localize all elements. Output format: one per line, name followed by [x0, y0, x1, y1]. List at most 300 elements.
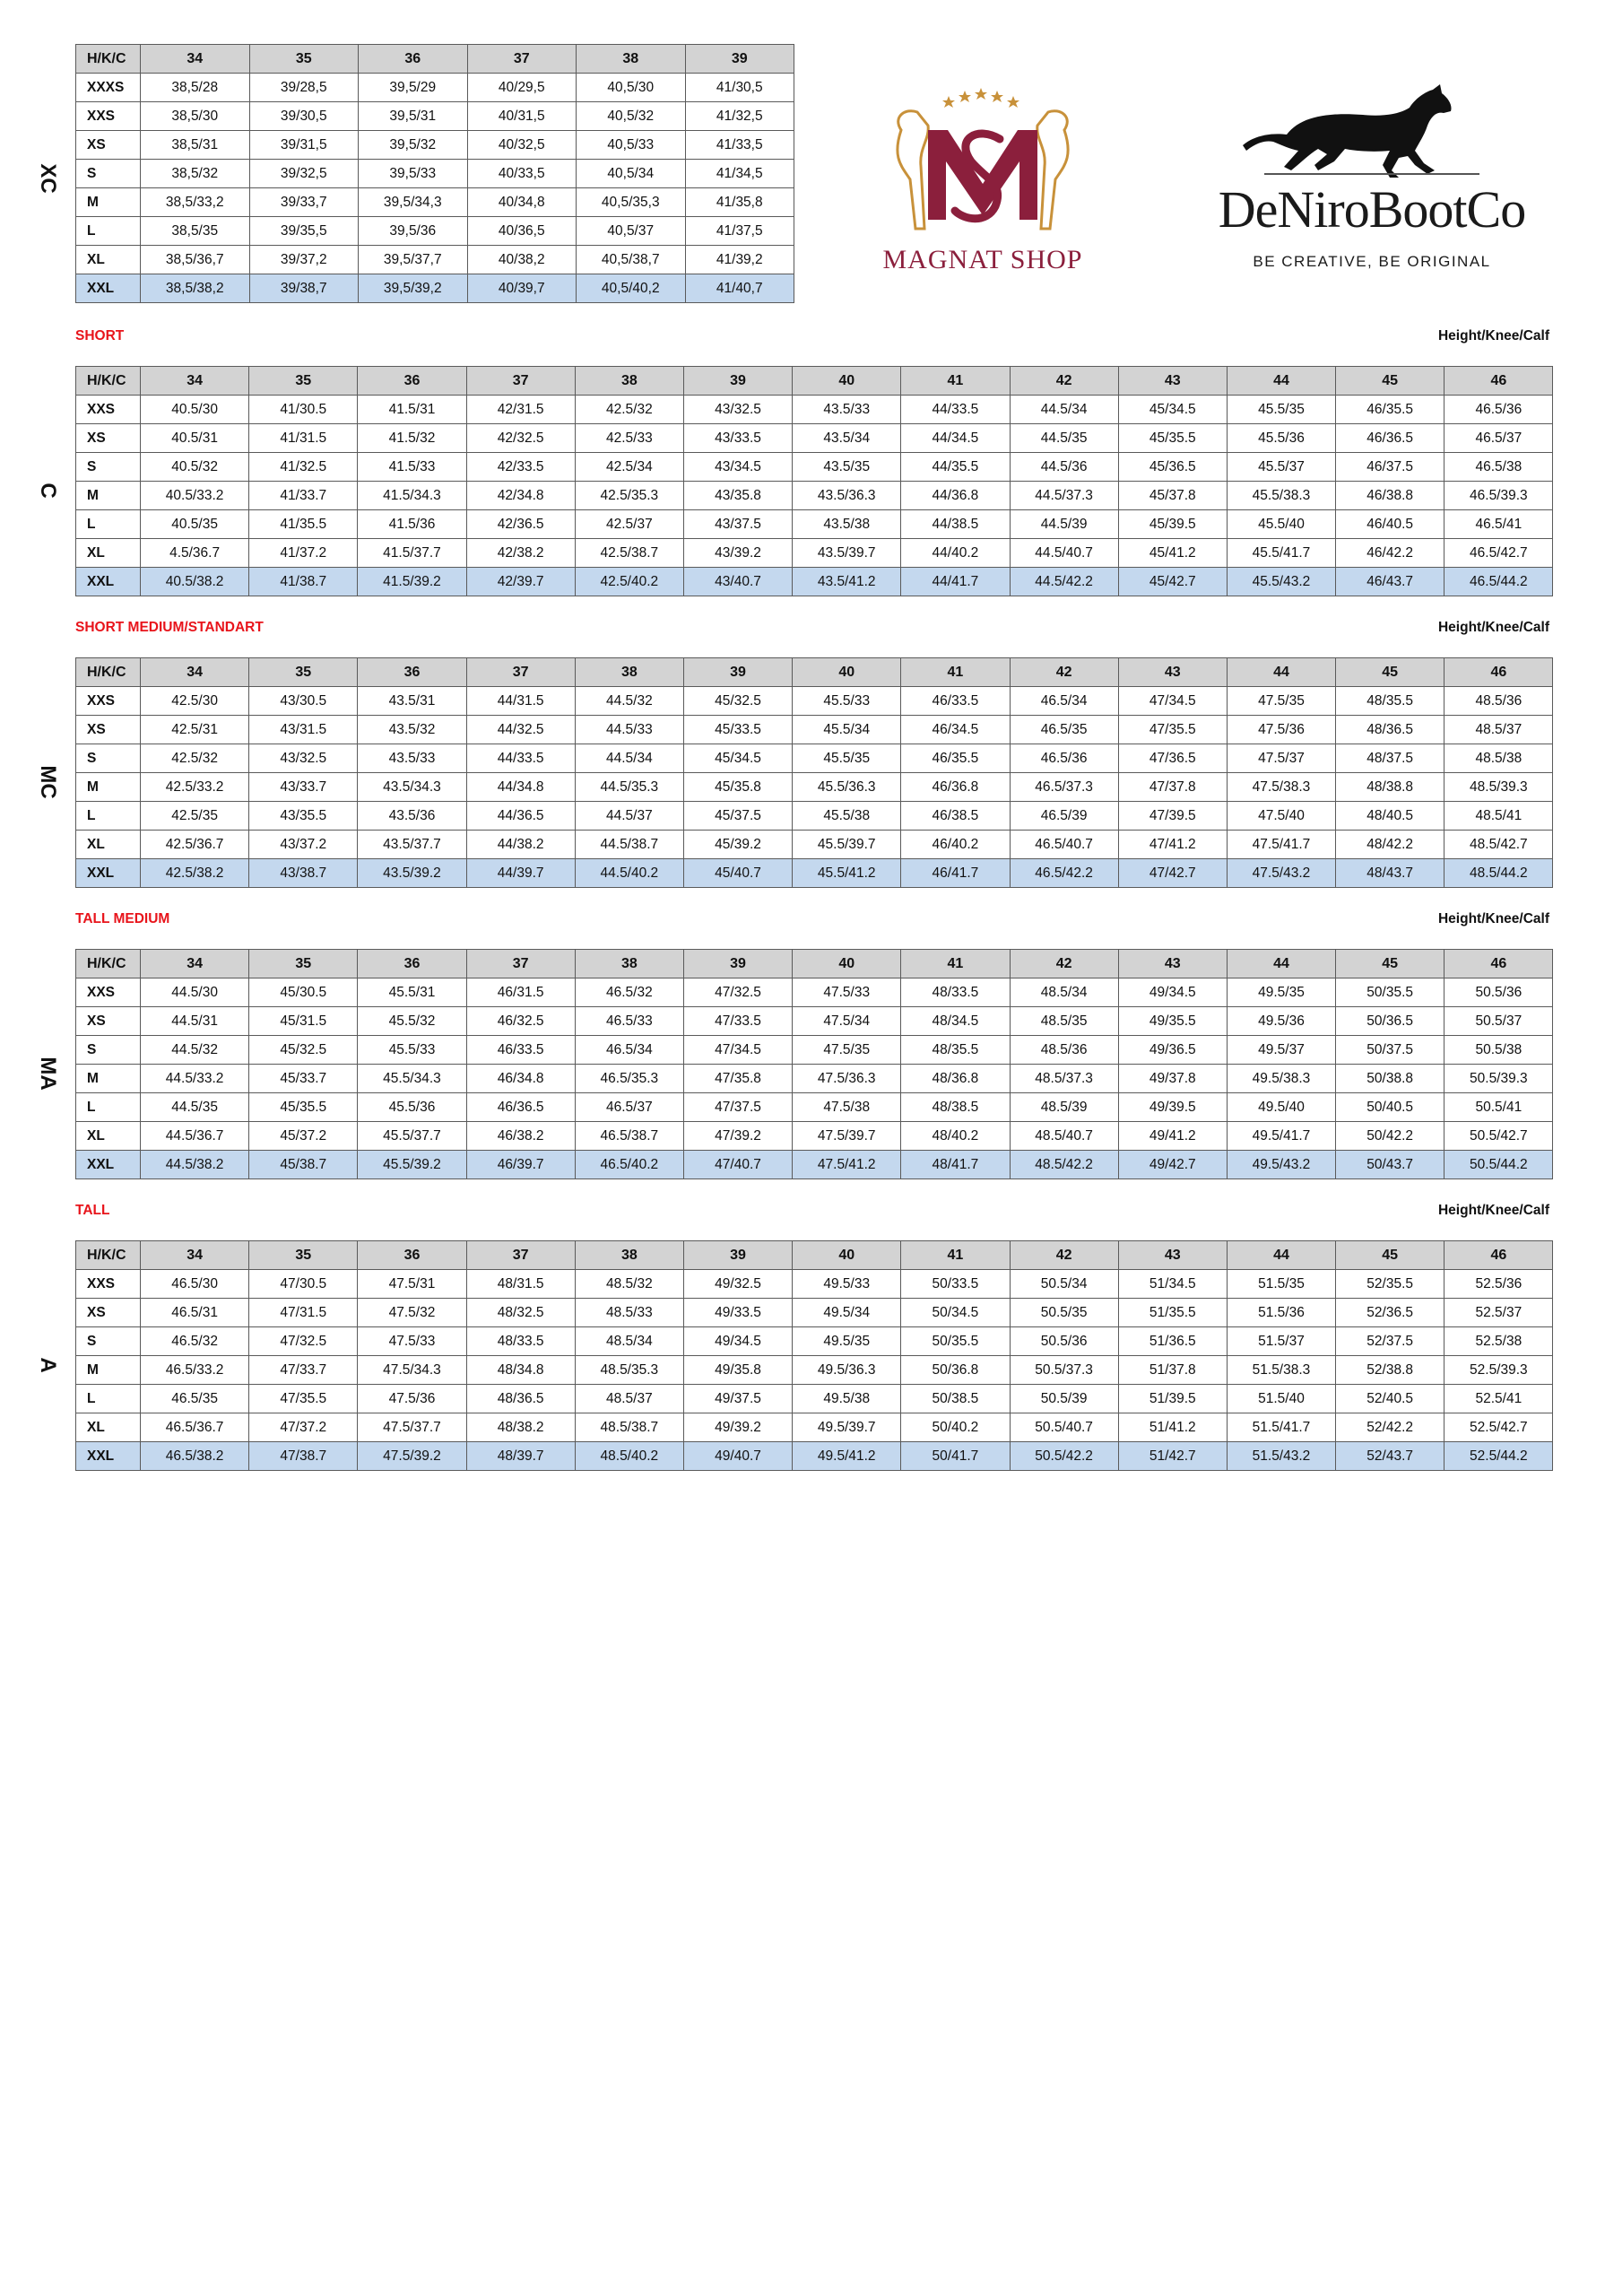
- table-cell: 47/33.7: [249, 1356, 358, 1385]
- size-header: 38: [575, 367, 683, 396]
- row-label: XS: [76, 1007, 141, 1036]
- table-cell: 47.5/34.3: [358, 1356, 466, 1385]
- table-cell: 42/33.5: [466, 453, 575, 482]
- size-header: 44: [1227, 658, 1335, 687]
- deniro-name: DeNiroBootCo: [1218, 180, 1526, 239]
- row-label: L: [76, 217, 141, 246]
- table-cell: 47/37.8: [1118, 773, 1227, 802]
- table-row: [76, 1122, 1553, 1151]
- table-cell: 50.5/39.3: [1444, 1065, 1553, 1093]
- table-cell: 43/38.7: [249, 859, 358, 888]
- table-cell: 51/36.5: [1118, 1327, 1227, 1356]
- table-cell: 45/35.8: [683, 773, 792, 802]
- table-cell: 48/37.5: [1336, 744, 1444, 773]
- table-cell: 46/41.7: [901, 859, 1010, 888]
- size-table: [75, 366, 1553, 596]
- row-label: XS: [76, 716, 141, 744]
- table-cell: 46.5/30: [141, 1270, 249, 1299]
- table-cell: 50.5/34: [1010, 1270, 1118, 1299]
- table-row: [76, 1385, 1553, 1413]
- table-cell: 52/42.2: [1336, 1413, 1444, 1442]
- table-cell: 50/35.5: [1336, 978, 1444, 1007]
- size-header: 41: [901, 950, 1010, 978]
- row-label: XXL: [76, 1151, 141, 1179]
- table-cell: 47.5/39.7: [793, 1122, 901, 1151]
- size-header: 36: [358, 1241, 466, 1270]
- table-cell: 46.5/36.7: [141, 1413, 249, 1442]
- table-cell: 43/37.2: [249, 831, 358, 859]
- table-row: [76, 510, 1553, 539]
- table-row: [76, 859, 1553, 888]
- table-cell: 44/34.8: [466, 773, 575, 802]
- table-cell: 45/34.5: [1118, 396, 1227, 424]
- table-cell: 41/38.7: [249, 568, 358, 596]
- table-cell: 39/38,7: [249, 274, 359, 303]
- table-row: [76, 1270, 1553, 1299]
- table-row: [76, 1151, 1553, 1179]
- row-label: S: [76, 1327, 141, 1356]
- table-cell: 44.5/40.7: [1010, 539, 1118, 568]
- table-cell: 41/35.5: [249, 510, 358, 539]
- row-label: XS: [76, 1299, 141, 1327]
- table-cell: 48.5/40.7: [1010, 1122, 1118, 1151]
- table-cell: 44.5/36.7: [141, 1122, 249, 1151]
- table-cell: 40.5/35: [141, 510, 249, 539]
- row-label: XL: [76, 1122, 141, 1151]
- size-header: 39: [683, 1241, 792, 1270]
- table-cell: 46/31.5: [466, 978, 575, 1007]
- header-corner: H/K/C: [76, 1241, 141, 1270]
- deniro-divider: [1264, 173, 1479, 175]
- table-cell: 47.5/41.7: [1227, 831, 1335, 859]
- size-table: [75, 1240, 1553, 1471]
- table-cell: 38,5/30: [141, 102, 250, 131]
- table-cell: 48.5/41: [1444, 802, 1553, 831]
- table-cell: 49.5/39.7: [793, 1413, 901, 1442]
- table-cell: 45/32.5: [249, 1036, 358, 1065]
- table-cell: 48.5/42.7: [1444, 831, 1553, 859]
- table-cell: 46/37.5: [1336, 453, 1444, 482]
- table-cell: 46.5/37: [1444, 424, 1553, 453]
- table-cell: 50.5/39: [1010, 1385, 1118, 1413]
- table-cell: 48.5/35.3: [575, 1356, 683, 1385]
- table-cell: 50/36.5: [1336, 1007, 1444, 1036]
- table-cell: 45/35.5: [1118, 424, 1227, 453]
- table-cell: 49.5/43.2: [1227, 1151, 1335, 1179]
- table-cell: 48/38.2: [466, 1413, 575, 1442]
- size-header: 42: [1010, 367, 1118, 396]
- section-title: TALL MEDIUM: [75, 911, 170, 926]
- size-header: 43: [1118, 950, 1227, 978]
- table-cell: 42.5/40.2: [575, 568, 683, 596]
- table-cell: 49.5/41.2: [793, 1442, 901, 1471]
- table-cell: 40,5/33: [577, 131, 686, 160]
- section-right-label: Height/Knee/Calf: [1437, 911, 1549, 926]
- table-cell: 46.5/35.3: [575, 1065, 683, 1093]
- table-cell: 41/33,5: [685, 131, 794, 160]
- table-cell: 48.5/40.2: [575, 1442, 683, 1471]
- table-cell: 48.5/42.2: [1010, 1151, 1118, 1179]
- table-cell: 47.5/39.2: [358, 1442, 466, 1471]
- table-cell: 49/37.5: [683, 1385, 792, 1413]
- table-cell: 43.5/34: [793, 424, 901, 453]
- table-cell: 49/35.5: [1118, 1007, 1227, 1036]
- table-cell: 48.5/36: [1444, 687, 1553, 716]
- table-cell: 43.5/37.7: [358, 831, 466, 859]
- table-cell: 40,5/30: [577, 74, 686, 102]
- table-cell: 47/39.5: [1118, 802, 1227, 831]
- size-header: 43: [1118, 1241, 1227, 1270]
- table-cell: 43/31.5: [249, 716, 358, 744]
- table-cell: 50/40.5: [1336, 1093, 1444, 1122]
- table-cell: 39/31,5: [249, 131, 359, 160]
- table-cell: 39,5/31: [359, 102, 468, 131]
- table-cell: 49.5/41.7: [1227, 1122, 1335, 1151]
- table-cell: 47/37.5: [683, 1093, 792, 1122]
- table-cell: 40,5/32: [577, 102, 686, 131]
- table-cell: 52/36.5: [1336, 1299, 1444, 1327]
- horse-icon: [1184, 81, 1560, 179]
- table-cell: 44/39.7: [466, 859, 575, 888]
- table-cell: 48.5/35: [1010, 1007, 1118, 1036]
- table-cell: 45/39.2: [683, 831, 792, 859]
- table-cell: 52/40.5: [1336, 1385, 1444, 1413]
- table-cell: 48/33.5: [901, 978, 1010, 1007]
- table-cell: 46/33.5: [466, 1036, 575, 1065]
- table-cell: 46.5/31: [141, 1299, 249, 1327]
- table-cell: 45.5/39.2: [358, 1151, 466, 1179]
- table-cell: 47/33.5: [683, 1007, 792, 1036]
- table-cell: 42.5/38.2: [141, 859, 249, 888]
- table-cell: 46.5/34: [1010, 687, 1118, 716]
- table-cell: 51/42.7: [1118, 1442, 1227, 1471]
- table-cell: 50.5/40.7: [1010, 1413, 1118, 1442]
- table-cell: 38,5/31: [141, 131, 250, 160]
- table-cell: 39/37,2: [249, 246, 359, 274]
- size-header: 37: [466, 950, 575, 978]
- table-cell: 49.5/35: [793, 1327, 901, 1356]
- table-cell: 40.5/33.2: [141, 482, 249, 510]
- table-cell: 41.5/34.3: [358, 482, 466, 510]
- table-row: [76, 802, 1553, 831]
- table-cell: 48/36.8: [901, 1065, 1010, 1093]
- table-cell: 45/38.7: [249, 1151, 358, 1179]
- size-header: 45: [1336, 950, 1444, 978]
- table-cell: 41/32,5: [685, 102, 794, 131]
- table-cell: 46/43.7: [1336, 568, 1444, 596]
- table-cell: 39,5/29: [359, 74, 468, 102]
- size-header: 43: [1118, 658, 1227, 687]
- table-cell: 42/39.7: [466, 568, 575, 596]
- table-row: [76, 424, 1553, 453]
- table-cell: 39,5/37,7: [359, 246, 468, 274]
- table-row: [76, 1065, 1553, 1093]
- table-cell: 45.5/32: [358, 1007, 466, 1036]
- table-cell: 49/39.2: [683, 1413, 792, 1442]
- table-cell: 48/41.7: [901, 1151, 1010, 1179]
- table-cell: 44/35.5: [901, 453, 1010, 482]
- table-cell: 46.5/33.2: [141, 1356, 249, 1385]
- size-header: 38: [575, 950, 683, 978]
- table-cell: 44.5/36: [1010, 453, 1118, 482]
- header-corner: H/K/C: [76, 45, 141, 74]
- table-cell: 49/42.7: [1118, 1151, 1227, 1179]
- table-cell: 50.5/41: [1444, 1093, 1553, 1122]
- table-cell: 40/34,8: [467, 188, 577, 217]
- table-cell: 45.5/43.2: [1227, 568, 1335, 596]
- table-cell: 45.5/33: [793, 687, 901, 716]
- size-header: 36: [358, 658, 466, 687]
- side-label: C: [36, 483, 60, 499]
- row-label: XL: [76, 1413, 141, 1442]
- table-cell: 45.5/35: [1227, 396, 1335, 424]
- size-header: 37: [466, 367, 575, 396]
- table-cell: 46.5/38.2: [141, 1442, 249, 1471]
- table-cell: 48.5/33: [575, 1299, 683, 1327]
- table-cell: 47.5/35: [1227, 687, 1335, 716]
- size-header: 37: [467, 45, 577, 74]
- size-header: 35: [249, 658, 358, 687]
- table-cell: 52.5/42.7: [1444, 1413, 1553, 1442]
- table-cell: 42/38.2: [466, 539, 575, 568]
- size-header: 36: [358, 950, 466, 978]
- table-row: [76, 396, 1553, 424]
- table-cell: 46/40.5: [1336, 510, 1444, 539]
- row-label: XXS: [76, 396, 141, 424]
- table-row: [76, 1299, 1553, 1327]
- table-cell: 43.5/41.2: [793, 568, 901, 596]
- table-row: [76, 482, 1553, 510]
- table-cell: 49.5/36: [1227, 1007, 1335, 1036]
- table-cell: 43.5/35: [793, 453, 901, 482]
- table-cell: 45.5/36.3: [793, 773, 901, 802]
- table-cell: 51.5/38.3: [1227, 1356, 1335, 1385]
- size-header: 44: [1227, 1241, 1335, 1270]
- table-cell: 44.5/39: [1010, 510, 1118, 539]
- table-cell: 45/33.7: [249, 1065, 358, 1093]
- table-cell: 45/37.8: [1118, 482, 1227, 510]
- table-cell: 43/33.7: [249, 773, 358, 802]
- table-cell: 51/34.5: [1118, 1270, 1227, 1299]
- table-cell: 47/39.2: [683, 1122, 792, 1151]
- table-cell: 52/35.5: [1336, 1270, 1444, 1299]
- table-cell: 44.5/31: [141, 1007, 249, 1036]
- table-cell: 44.5/30: [141, 978, 249, 1007]
- table-cell: 50.5/35: [1010, 1299, 1118, 1327]
- table-cell: 47/41.2: [1118, 831, 1227, 859]
- table-cell: 38,5/32: [141, 160, 250, 188]
- table-cell: 44/33.5: [901, 396, 1010, 424]
- table-cell: 48/39.7: [466, 1442, 575, 1471]
- table-cell: 48.5/37.3: [1010, 1065, 1118, 1093]
- table-cell: 43/35.5: [249, 802, 358, 831]
- table-cell: 50.5/38: [1444, 1036, 1553, 1065]
- table-cell: 45/31.5: [249, 1007, 358, 1036]
- table-row: [76, 102, 794, 131]
- table-cell: 40.5/30: [141, 396, 249, 424]
- table-cell: 43/39.2: [683, 539, 792, 568]
- header-corner: H/K/C: [76, 950, 141, 978]
- size-header: 34: [141, 658, 249, 687]
- table-cell: 46/33.5: [901, 687, 1010, 716]
- table-row: [76, 217, 794, 246]
- table-cell: 50/38.8: [1336, 1065, 1444, 1093]
- table-cell: 43/34.5: [683, 453, 792, 482]
- size-header: 38: [577, 45, 686, 74]
- table-cell: 46.5/37.3: [1010, 773, 1118, 802]
- table-cell: 48/38.5: [901, 1093, 1010, 1122]
- header-corner: H/K/C: [76, 658, 141, 687]
- table-cell: 47.5/36.3: [793, 1065, 901, 1093]
- table-cell: 46.5/32: [575, 978, 683, 1007]
- table-cell: 39,5/39,2: [359, 274, 468, 303]
- table-cell: 47/30.5: [249, 1270, 358, 1299]
- table-cell: 51.5/43.2: [1227, 1442, 1335, 1471]
- table-cell: 42/36.5: [466, 510, 575, 539]
- magnat-monogram-icon: [865, 76, 1116, 247]
- table-cell: 45.5/35: [793, 744, 901, 773]
- table-cell: 46/35.5: [1336, 396, 1444, 424]
- table-cell: 42.5/33: [575, 424, 683, 453]
- row-label: XL: [76, 539, 141, 568]
- table-cell: 45.5/34.3: [358, 1065, 466, 1093]
- table-cell: 46/38.2: [466, 1122, 575, 1151]
- table-row: [76, 1093, 1553, 1122]
- table-cell: 49/34.5: [1118, 978, 1227, 1007]
- table-cell: 46/36.8: [901, 773, 1010, 802]
- table-row: [76, 539, 1553, 568]
- size-header: 34: [141, 367, 249, 396]
- table-cell: 45/36.5: [1118, 453, 1227, 482]
- size-header: 41: [901, 1241, 1010, 1270]
- table-cell: 46.5/36: [1010, 744, 1118, 773]
- size-header: 46: [1444, 658, 1553, 687]
- section-title: TALL: [75, 1203, 110, 1218]
- row-label: XL: [76, 246, 141, 274]
- table-cell: 43/40.7: [683, 568, 792, 596]
- table-cell: 50/41.7: [901, 1442, 1010, 1471]
- table-cell: 48.5/37: [1444, 716, 1553, 744]
- table-cell: 47.5/38.3: [1227, 773, 1335, 802]
- size-header: 45: [1336, 1241, 1444, 1270]
- size-header: 44: [1227, 950, 1335, 978]
- table-cell: 46.5/38.7: [575, 1122, 683, 1151]
- table-cell: 45.5/39.7: [793, 831, 901, 859]
- table-cell: 52.5/37: [1444, 1299, 1553, 1327]
- table-cell: 49.5/38: [793, 1385, 901, 1413]
- size-header: 35: [249, 367, 358, 396]
- table-cell: 45/37.2: [249, 1122, 358, 1151]
- table-cell: 45/35.5: [249, 1093, 358, 1122]
- table-row: [76, 744, 1553, 773]
- table-cell: 50/37.5: [1336, 1036, 1444, 1065]
- row-label: XXXS: [76, 74, 141, 102]
- table-cell: 45/37.5: [683, 802, 792, 831]
- row-label: L: [76, 802, 141, 831]
- table-cell: 42.5/38.7: [575, 539, 683, 568]
- table-cell: 48.5/32: [575, 1270, 683, 1299]
- table-cell: 50/43.7: [1336, 1151, 1444, 1179]
- table-cell: 49/35.8: [683, 1356, 792, 1385]
- table-cell: 50/35.5: [901, 1327, 1010, 1356]
- table-cell: 50.5/42.2: [1010, 1442, 1118, 1471]
- size-header: 35: [249, 950, 358, 978]
- table-cell: 46/42.2: [1336, 539, 1444, 568]
- table-cell: 41.5/33: [358, 453, 466, 482]
- size-header: 45: [1336, 658, 1444, 687]
- row-label: XS: [76, 131, 141, 160]
- table-cell: 43.5/38: [793, 510, 901, 539]
- row-label: S: [76, 160, 141, 188]
- side-label: A: [36, 1357, 60, 1373]
- table-cell: 4.5/36.7: [141, 539, 249, 568]
- table-cell: 48/34.5: [901, 1007, 1010, 1036]
- table-cell: 47/42.7: [1118, 859, 1227, 888]
- table-cell: 51.5/35: [1227, 1270, 1335, 1299]
- table-cell: 41.5/37.7: [358, 539, 466, 568]
- size-header: 46: [1444, 1241, 1553, 1270]
- row-label: M: [76, 188, 141, 217]
- size-header: 35: [249, 1241, 358, 1270]
- table-cell: 40,5/38,7: [577, 246, 686, 274]
- row-label: M: [76, 482, 141, 510]
- row-label: XXL: [76, 568, 141, 596]
- table-cell: 44.5/38.2: [141, 1151, 249, 1179]
- table-cell: 48/40.5: [1336, 802, 1444, 831]
- table-cell: 48/35.5: [901, 1036, 1010, 1065]
- table-cell: 49.5/33: [793, 1270, 901, 1299]
- table-row: [76, 978, 1553, 1007]
- table-cell: 44/34.5: [901, 424, 1010, 453]
- table-cell: 45.5/36: [358, 1093, 466, 1122]
- table-row: [76, 453, 1553, 482]
- size-header: 45: [1336, 367, 1444, 396]
- table-cell: 43/32.5: [683, 396, 792, 424]
- size-table: [75, 949, 1553, 1179]
- table-cell: 47.5/40: [1227, 802, 1335, 831]
- table-cell: 49/37.8: [1118, 1065, 1227, 1093]
- size-header: 39: [685, 45, 794, 74]
- size-header: 41: [901, 367, 1010, 396]
- deniro-tagline: BE CREATIVE, BE ORIGINAL: [1253, 253, 1491, 270]
- table-cell: 47/34.5: [1118, 687, 1227, 716]
- table-row: [76, 773, 1553, 802]
- table-cell: 47.5/37: [1227, 744, 1335, 773]
- table-cell: 43/35.8: [683, 482, 792, 510]
- size-header: 46: [1444, 950, 1553, 978]
- size-header: 39: [683, 367, 792, 396]
- table-cell: 40/33,5: [467, 160, 577, 188]
- table-cell: 46/39.7: [466, 1151, 575, 1179]
- table-cell: 45.5/40: [1227, 510, 1335, 539]
- section-right-label: Height/Knee/Calf: [1437, 620, 1549, 635]
- table-row: [76, 160, 794, 188]
- table-cell: 46.5/36: [1444, 396, 1553, 424]
- table-cell: 52.5/36: [1444, 1270, 1553, 1299]
- table-row: [76, 1356, 1553, 1385]
- table-cell: 49.5/35: [1227, 978, 1335, 1007]
- row-label: XXL: [76, 1442, 141, 1471]
- table-cell: 45/39.5: [1118, 510, 1227, 539]
- table-cell: 47.5/43.2: [1227, 859, 1335, 888]
- table-cell: 43.5/33: [793, 396, 901, 424]
- table-cell: 38,5/33,2: [141, 188, 250, 217]
- table-cell: 41.5/39.2: [358, 568, 466, 596]
- magnat-shop-name: MAGNAT SHOP: [882, 245, 1083, 274]
- table-cell: 48.5/44.2: [1444, 859, 1553, 888]
- table-cell: 44.5/35.3: [575, 773, 683, 802]
- table-cell: 45.5/41.2: [793, 859, 901, 888]
